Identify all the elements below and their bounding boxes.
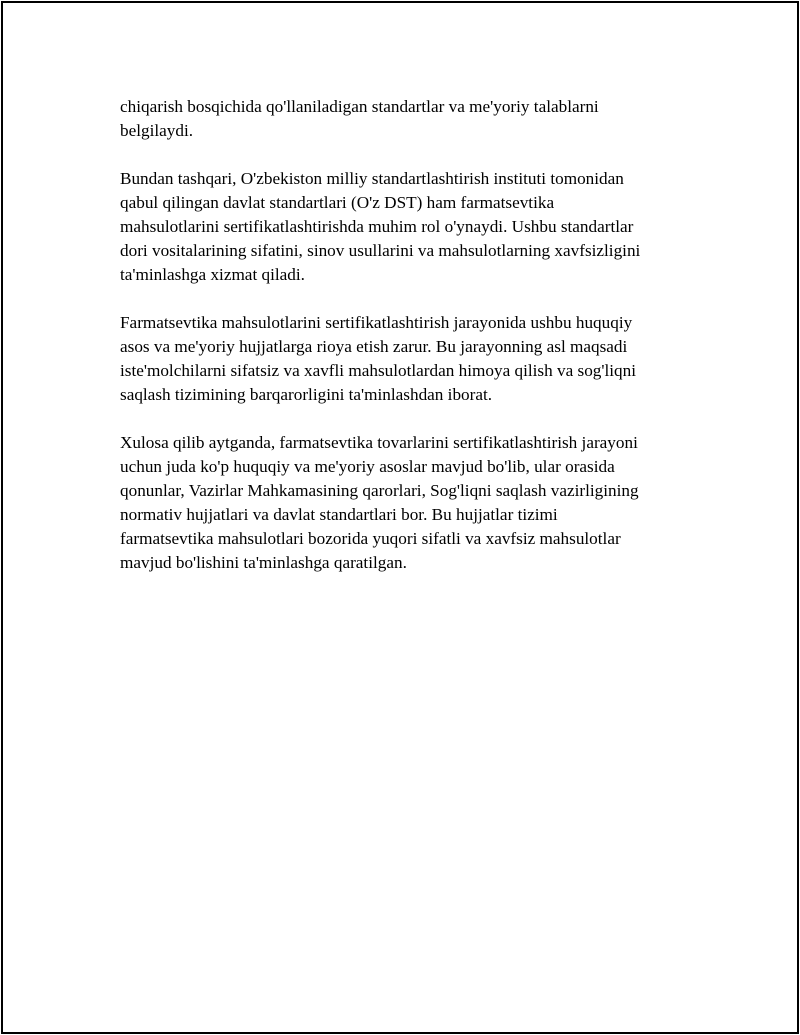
document-body (120, 95, 690, 599)
paragraph-3: Farmatsevtika mahsulotlarini sertifikatlashtirish jarayonida ushbu huquqiy asos va me'yoriy hujjatlarga rioya etish zarur. Bu jarayonning asl maqsadi iste'molchilarni sifatsiz va xavfli mahsulotlardan himoya qilish va sog'liqni saqlash tizimining barqarorligini ta'minlashdan iborat. (120, 313, 636, 404)
paragraph-2: Bundan tashqari, O'zbekiston milliy standartlashtirish instituti tomonidan qabul qilingan davlat standartlari (O'z DST) ham farmatsevtika mahsulotlarini sertifikatlashtirishda muhim rol o'ynaydi. Ushbu standartlar dori vositalarining sifatini, sinov usullarini va mahsulotlarning xavfsizligini ta'minlashga xizmat qiladi. (120, 169, 641, 284)
page-frame (1, 1, 799, 1034)
paragraph-1: chiqarish bosqichida qo'llaniladigan standartlar va me'yoriy talablarni belgilaydi. (120, 97, 599, 140)
paragraph-4: Xulosa qilib aytganda, farmatsevtika tovarlarini sertifikatlashtirish jarayoni uchun juda ko'p huquqiy va me'yoriy asoslar mavjud bo'lib, ular orasida qonunlar, Vazirlar Mahkamasining qarorlari, Sog'liqni saqlash vazirligining normativ hujjatlari va davlat standartlari bor. Bu hujjatlar tizimi farmatsevtika mahsulotlari bozorida yuqori sifatli va xavfsiz mahsulotlar mavjud bo'lishini ta'minlashga qaratilgan. (120, 433, 639, 572)
